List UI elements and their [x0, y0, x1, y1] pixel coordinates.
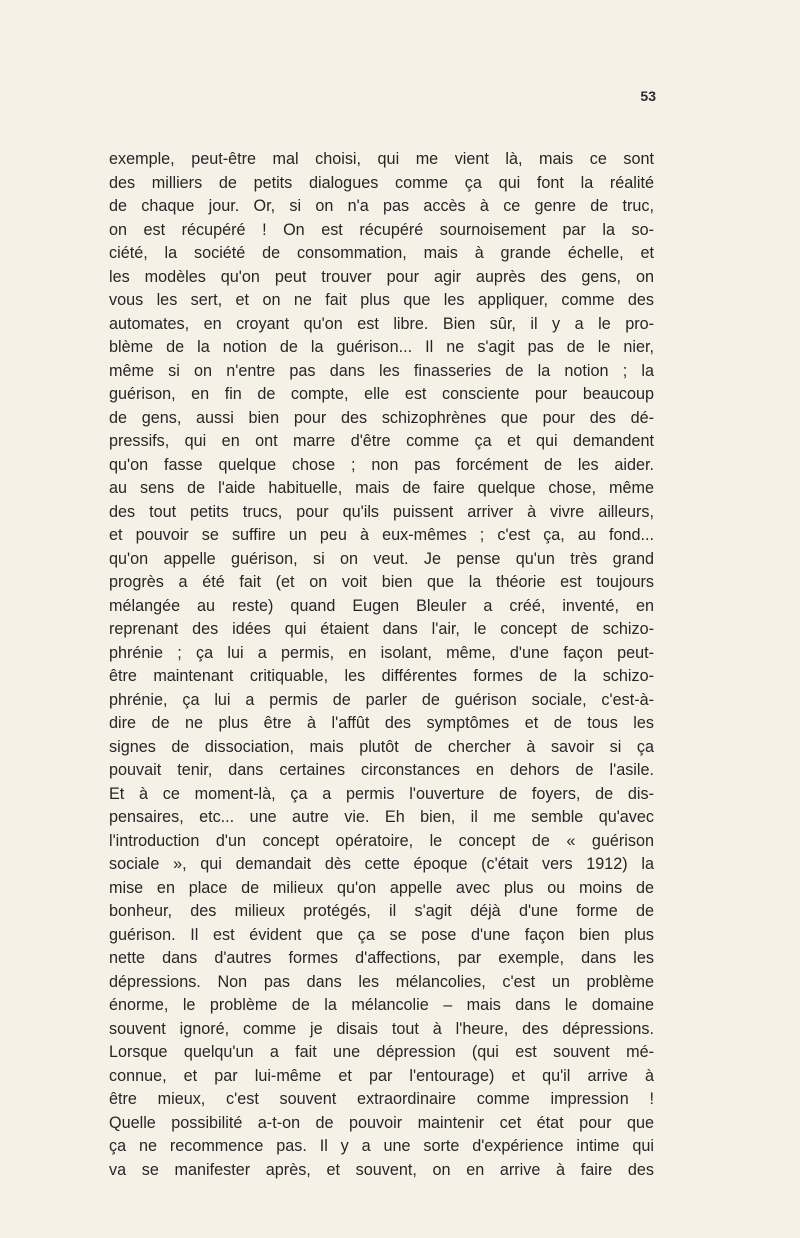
text-line: Quelle possibilité a-t-on de pouvoir maintenir cet état pour que — [109, 1113, 654, 1132]
text-line: qu'on appelle guérison, si on veut. Je pense qu'un très grand — [109, 549, 654, 568]
text-line: pensaires, etc... une autre vie. Eh bien, il me semble qu'avec — [109, 808, 654, 826]
text-line: connue, et par lui-même et par l'entourage) et qu'il arrive à — [109, 1066, 654, 1085]
text-line: ça ne recommence pas. Il y a une sorte d'expérience intime qui — [109, 1137, 654, 1155]
text-line: automates, en croyant qu'on est libre. Bien sûr, il y a le pro- — [109, 314, 654, 333]
text-line: pressifs, qui en ont marre d'être comme ça et qui demandent — [109, 432, 654, 450]
text-line: dépressions. Non pas dans les mélancolies, c'est un problème — [109, 972, 654, 991]
text-line: des milliers de petits dialogues comme ça qui font la réalité — [109, 173, 654, 192]
text-line: Et à ce moment-là, ça a permis l'ouverture de foyers, de dis- — [109, 784, 654, 803]
text-line: au sens de l'aide habituelle, mais de faire quelque chose, même — [109, 479, 654, 497]
page-number: 53 — [640, 88, 656, 104]
text-line: reprenant des idées qui étaient dans l'air, le concept de schizo- — [109, 620, 654, 638]
text-line: mélangée au reste) quand Eugen Bleuler a créé, inventé, en — [109, 596, 654, 615]
text-line: pouvait tenir, dans certaines circonstances en dehors de l'asile. — [109, 761, 654, 779]
text-line: progrès a été fait (et on voit bien que la théorie est toujours — [109, 573, 654, 591]
text-line: Lorsque quelqu'un a fait une dépression (qui est souvent mé- — [109, 1043, 654, 1061]
text-line: souvent ignoré, comme je disais tout à l'heure, des dépressions. — [109, 1019, 654, 1038]
text-line: être maintenant critiquable, les différentes formes de la schizo- — [109, 667, 654, 685]
text-line: l'introduction d'un concept opératoire, le concept de « guérison — [109, 831, 654, 850]
text-line: et pouvoir se suffire un peu à eux-mêmes ; c'est ça, au fond... — [109, 526, 654, 544]
text-line: guérison. Il est évident que ça se pose d'une façon bien plus — [109, 925, 654, 944]
text-line: de chaque jour. Or, si on n'a pas accès à ce genre de truc, — [109, 197, 654, 215]
text-line: exemple, peut-être mal choisi, qui me vient là, mais ce sont — [109, 150, 654, 168]
text-line: phrénie ; ça lui a permis, en isolant, même, d'une façon peut- — [109, 643, 654, 662]
text-line: qu'on fasse quelque chose ; non pas forcément de les aider. — [109, 455, 654, 474]
text-line: vous les sert, et on ne fait plus que les appliquer, comme des — [109, 291, 654, 309]
text-line: sociale », qui demandait dès cette époque (c'était vers 1912) la — [109, 855, 654, 873]
text-line: nette dans d'autres formes d'affections, par exemple, dans les — [109, 949, 654, 967]
text-line: blème de la notion de la guérison... Il ne s'agit pas de le nier, — [109, 338, 654, 356]
text-line: bonheur, des milieux protégés, il s'agit déjà d'une forme de — [109, 902, 654, 920]
text-line: ciété, la société de consommation, mais à grande échelle, et — [109, 244, 654, 262]
text-line: être mieux, c'est souvent extraordinaire comme impression ! — [109, 1090, 654, 1108]
text-line: phrénie, ça lui a permis de parler de guérison sociale, c'est-à- — [109, 690, 654, 709]
text-line: même si on n'entre pas dans les finasseries de la notion ; la — [109, 361, 654, 380]
text-line: de gens, aussi bien pour des schizophrènes que pour des dé- — [109, 408, 654, 427]
body-text — [109, 148, 654, 1182]
text-line: signes de dissociation, mais plutôt de chercher à savoir si ça — [109, 737, 654, 756]
text-line: dire de ne plus être à l'affût des symptômes et de tous les — [109, 714, 654, 732]
text-line: mise en place de milieux qu'on appelle avec plus ou moins de — [109, 878, 654, 897]
text-line: des tout petits trucs, pour qu'ils puissent arriver à vivre ailleurs, — [109, 502, 654, 521]
text-line: on est récupéré ! On est récupéré sournoisement par la so- — [109, 220, 654, 239]
text-line: les modèles qu'on peut trouver pour agir auprès des gens, on — [109, 267, 654, 286]
text-line: guérison, en fin de compte, elle est consciente pour beaucoup — [109, 385, 654, 403]
text-line: va se manifester après, et souvent, on en arrive à faire des — [109, 1160, 654, 1179]
text-line: énorme, le problème de la mélancolie – mais dans le domaine — [109, 996, 654, 1014]
